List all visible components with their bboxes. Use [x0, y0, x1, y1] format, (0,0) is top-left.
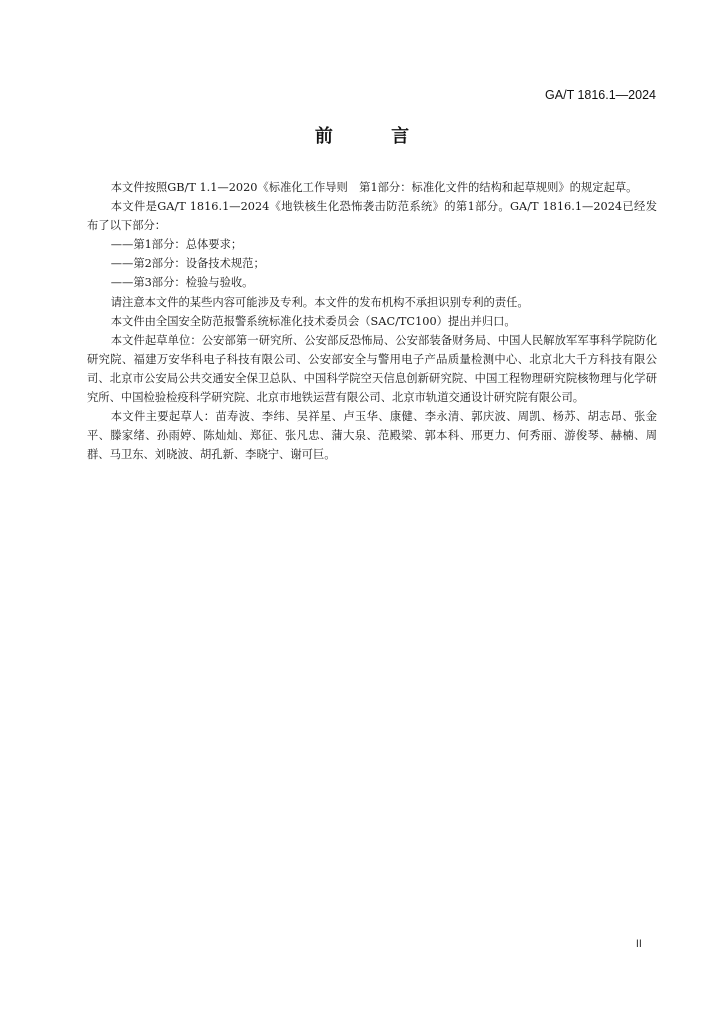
document-code: GA/T 1816.1—2024 [545, 88, 656, 102]
list-item-part-2: ——第2部分：设备技术规范； [110, 257, 265, 271]
paragraph-patent-notice: 请注意本文件的某些内容可能涉及专利。本文件的发布机构不承担识别专利的责任。 [110, 295, 529, 309]
paragraph-committee: 本文件由全国安全防范报警系统标准化技术委员会（SAC/TC100）提出并归口。 [110, 314, 516, 328]
paragraph-drafting-units: 本文件起草单位：公安部第一研究所、公安部反恐怖局、公安部装备财务局、中国人民解放军军事科学院防化研究院、福建万安华科电子科技有限公司、公安部安全与警用电子产品质量检测中心、北京北大千方科技有限公司、北京市公安局公共交通安全保卫总队、中国科学院空天信息创新研究院、中国工程物理研究院核物理与化学研究所、中国检验检疫科学研究院、北京市地铁运营有限公司、北京市轨道交通设计研究院有限公司。 [87, 333, 657, 405]
page-number: II [635, 938, 642, 950]
paragraph-drafters: 本文件主要起草人：苗寿波、李纬、吴祥星、卢玉华、康健、李永清、郭庆波、周凯、杨苏、胡志昂、张金平、滕家绪、孙雨婷、陈灿灿、郑征、张凡忠、蒲大泉、范殿梁、郭本科、邢更力、何秀丽、游俊琴、赫楠、周群、马卫东、刘晓波、胡孔新、李晓宁、谢可巨。 [87, 410, 657, 462]
list-item-part-1: ——第1部分：总体要求； [110, 238, 243, 252]
list-item-part-3: ——第3部分：检验与验收。 [110, 276, 254, 290]
foreword-body [87, 178, 657, 464]
paragraph-drafting-rules: 本文件按照GB/T 1.1—2020《标准化工作导则 第1部分：标准化文件的结构和起草规则》的规定起草。 [110, 181, 638, 194]
paragraph-standard-parts: 本文件是GA/T 1816.1—2024《地铁核生化恐怖袭击防范系统》的第1部分。GA/T 1816.1—2024已经发布了以下部分： [87, 200, 657, 233]
page-title: 前 言 [314, 126, 436, 147]
